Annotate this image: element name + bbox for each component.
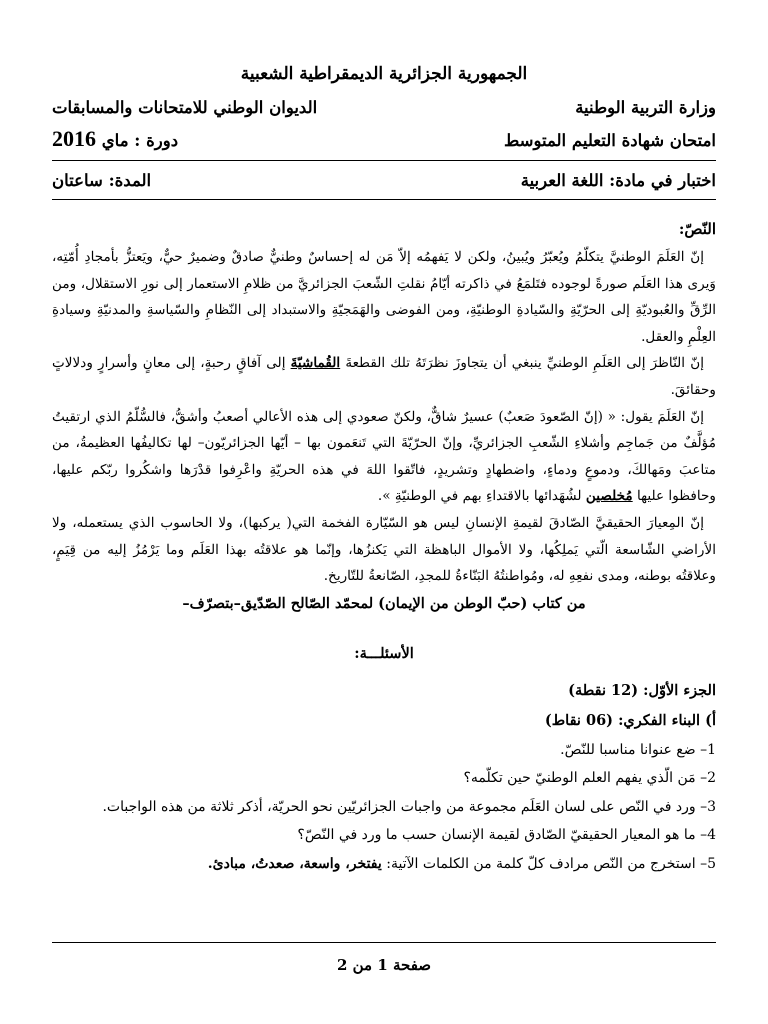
header-divider-bottom	[52, 199, 716, 200]
subject-label: اختبار في مادة: اللغة العربية	[520, 171, 716, 190]
questions-title: الأسئلـــة:	[354, 644, 414, 662]
underlined-word-fabric: القُماشيّةَ	[290, 355, 341, 372]
paragraph-3-start: إنّ العَلَمَ يقول: « (إنّ الصّعودَ صَعبٌ) عسيرٌ شاقٌّ، ولكنّ صعودي إلى هذه الأعالي أصعبُ وأشقُّ، فالسُّلّمُ الذي ارتقيتُ مُؤلَّفٌ من جَماجِم وأشلاءِ الشّعبِ الجزائريِّ، وإنّ الحرّيّةَ التي تَنعَمون بها – أيّها الجزائريّون– لها تكاليفُها العظيمةُ، من متاعبَ ومَهالكَ، ودموعٍ ودماءٍ، واضطهادٍ وتشريدٍ، فاتّقوا اللهَ في هذه الحريّةِ واعْرِفوا قدْرَها واشكُروا ربّكم عليها، وحافظوا عليها	[52, 408, 716, 505]
question-5-words: يفتخر، واسعة، صعدتُ، مبادئ.	[207, 855, 382, 872]
session-label: دورة : ماي	[101, 131, 179, 150]
text-paragraph-3	[52, 404, 716, 510]
question-list	[52, 736, 716, 879]
question-4: 4– ما هو المعيار الحقيقيّ الصّادق لقيمة الإنسان حسب ما ورد في النّصّ؟	[297, 827, 716, 844]
text-heading: النّصّ:	[678, 220, 716, 238]
question-3: 3– ورد في النّص على لسان العَلَم مجموعة من واجبات الجزائريّين نحو الحريّة، أذكر ثلاثة من هذه الواجبات.	[102, 798, 716, 815]
ministry-label: وزارة التربية الوطنية	[575, 98, 716, 117]
exam-label: امتحان شهادة التعليم المتوسط	[504, 131, 716, 150]
section-a-heading: أ) البناء الفكري: (06 نقاط)	[544, 711, 716, 729]
exam-content	[52, 214, 716, 878]
footer-divider	[52, 942, 716, 943]
part-one-heading: الجزء الأوّل: (12 نقطة)	[568, 681, 716, 699]
question-1: 1– ضع عنوانا مناسبا للنّصّ.	[560, 741, 716, 758]
page-number: صفحة 1 من 2	[336, 956, 432, 974]
duration-label: المدة: ساعتان	[52, 171, 152, 190]
paragraph-2-end: إلى آفاقٍ رحبةٍ، إلى معانٍ وأسرارٍ ودلالاتٍ وحقائقَ.	[52, 355, 716, 398]
question-5-text: 5– استخرج من النّص مرادف كلّ كلمة من الكلمات الآتية:	[381, 855, 716, 872]
paragraph-2-start: إنّ النّاظرَ إلى العَلَمِ الوطنيِّ ينبغي أن يتجاوزَ نظرَتَهُ تلك القطعةَ	[340, 355, 704, 372]
text-paragraph-4: إنّ المِعيارَ الحقيقيَّ الصّادقَ لقيمةِ الإنسانِ ليس هو السّيّارة الفخمة التي( يركبها)، ولا الحاسوب الذي يستعمله، ولا الأراضي الشّاسعة الّتي يَملِكُها، ولا الأموال الباهظة التي يَكنزُها، وإنّما هو علاقتُه بهذا العَلَم وما يَرْمُزُ إليه من قِيَمٍ، وعلاقتُه بوطنه، ومدى نفعِهِ له، ومُواطنتُهُ البَنّاءةُ للمجدِ، الصّانعةُ للتّاريخ.	[52, 514, 716, 585]
underlined-word-sincere: مُخلصين	[585, 488, 633, 505]
text-paragraph-1: إنّ العَلَمَ الوطنيَّ يتكلّمُ ويُعبّرُ ويُبينُ، ولكن لا يَفهمُه إلاّ مَن له إحساسٌ وطنيٌّ صادقٌ وضميرٌ حيٌّ، ويَعتزُّ بأمجادِ أُمّتِه، وَيرى هذا العَلَم صورةً لوجوده فتَلمَعُ في ذاكرته أيّامُ نقلتِ الشّعبَ الجزائريَّ من ظلامِ الاستعمار إلى نورِ الاستقلال، ومن الرِّقِّ والعُبوديّةِ إلى الحرّيّةِ والسّيادةِ الوطنيّةِ، ومن الفوضى والهَمَجيّةِ والاستبداد إلى النّظامِ والسّياسةِ والمدنيّةِ وسيادةِ العِلْمِ والعقل.	[52, 249, 716, 345]
paragraph-3-end: لشُهَدائها بالاقتداءِ بهم في الوطنيّةِ ».	[377, 488, 586, 505]
session-year: 2016	[52, 126, 96, 151]
session-info	[52, 126, 178, 152]
question-2: 2– مَن الّذي يفهم العلم الوطنيّ حين تكلّمه؟	[463, 770, 716, 787]
question-5	[52, 850, 716, 879]
republic-title: الجمهورية الجزائرية الديمقراطية الشعبية	[240, 64, 528, 84]
header-divider-top	[52, 160, 716, 161]
text-source: من كتاب (حبّ الوطن من الإيمان) لمحمّد الصّالح الصّدّيق–بتصرّف–	[182, 594, 586, 612]
office-label: الديوان الوطني للامتحانات والمسابقات	[52, 98, 318, 117]
text-paragraph-2	[52, 350, 716, 403]
